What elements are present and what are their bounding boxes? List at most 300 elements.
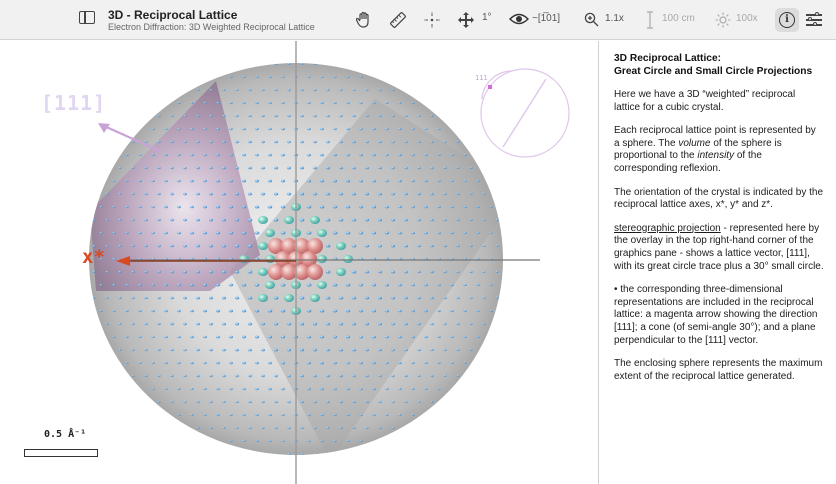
lattice-point (346, 336, 350, 339)
sliders-icon[interactable] (806, 12, 822, 26)
lattice-point (339, 297, 343, 300)
lattice-point (372, 154, 376, 156)
lattice-point (378, 349, 382, 351)
paragraph-3d-representations: • the corresponding three-dimensional representations are included in the reciprocal lattice: a magenta arrow showing the direction [111]; a cone (of semi-angle 30°); and a plane perpendicular to the [111] vector. (614, 284, 818, 346)
lattice-point (216, 336, 220, 339)
lattice-point (196, 115, 199, 117)
lattice-point (424, 180, 427, 182)
x-axis-label: x* (82, 246, 105, 268)
lattice-point (339, 323, 343, 326)
lattice-point (372, 284, 376, 287)
lattice-point (346, 284, 351, 287)
lattice-point (242, 206, 246, 209)
lattice-point (235, 271, 239, 274)
lattice-point (456, 349, 459, 351)
lattice-point (411, 362, 414, 364)
move-icon[interactable] (457, 11, 475, 29)
lattice-point (183, 323, 187, 325)
lattice-point (352, 167, 356, 170)
lattice-point (222, 349, 226, 352)
lattice-point (300, 323, 304, 326)
lattice-point (132, 141, 135, 143)
lattice-point (209, 219, 213, 222)
lattice-point (334, 76, 337, 78)
lattice-point (301, 63, 304, 65)
lattice-point (417, 349, 420, 351)
lattice-point (339, 115, 342, 117)
lattice-point (164, 206, 168, 208)
lattice-point (118, 219, 121, 221)
brightness[interactable]: 100x (736, 13, 758, 24)
lattice-point (385, 284, 389, 287)
lattice-point (126, 362, 129, 364)
lattice-point (372, 232, 376, 235)
lattice-point (437, 310, 440, 312)
lattice-point (190, 232, 194, 235)
lattice-point (248, 349, 252, 352)
lattice-point (320, 310, 324, 313)
lattice-point (203, 102, 206, 104)
lattice-point (463, 310, 466, 312)
lattice-point (437, 284, 441, 286)
lattice-point (112, 284, 115, 286)
lattice-point (391, 245, 395, 248)
lattice-point (216, 414, 219, 416)
lattice-point (321, 76, 324, 78)
lattice-point (255, 362, 259, 365)
camera-length[interactable]: 100 cm (662, 13, 695, 24)
lattice-point (417, 271, 421, 273)
lattice-point (314, 453, 317, 455)
lattice-point (106, 297, 109, 299)
lattice-point (190, 362, 193, 364)
lattice-point (378, 245, 382, 248)
lattice-point (398, 284, 402, 287)
lattice-point (317, 281, 327, 289)
lattice-point (258, 216, 268, 224)
lattice-point (339, 89, 342, 91)
scale-label: 0.5 Å⁻¹ (44, 429, 87, 440)
lattice-point (255, 388, 259, 390)
lattice-point (132, 375, 135, 377)
lattice-point (456, 323, 459, 325)
ruler-icon[interactable] (389, 11, 407, 29)
lattice-point (177, 310, 181, 312)
lattice-point (216, 388, 219, 390)
lattice-point (258, 268, 268, 276)
lattice-point (359, 206, 363, 209)
lattice-point (301, 453, 304, 455)
lattice-point (229, 336, 233, 339)
lattice-point (490, 310, 493, 312)
lattice-point (404, 167, 408, 169)
lattice-point (275, 63, 278, 65)
lattice-point (326, 349, 330, 352)
lattice-point (300, 297, 305, 300)
lattice-point (119, 167, 122, 169)
lattice-point (256, 76, 259, 78)
lattice-point (261, 375, 265, 377)
lattice-point (151, 310, 154, 312)
lattice-point (424, 284, 428, 286)
lattice-point (248, 401, 251, 403)
lattice-point (125, 206, 128, 208)
lattice-point (144, 323, 147, 325)
lattice-point (333, 414, 336, 416)
lattice-point (378, 193, 382, 196)
paragraph-points: Each reciprocal lattice point is represented by a sphere. The volume of the sphere is proportional to the intensity of the corresponding reflexion. (614, 125, 816, 174)
zoom-level[interactable]: 1.1x (605, 13, 624, 24)
lattice-point (378, 375, 381, 377)
lattice-point (437, 180, 440, 182)
lattice-point (339, 141, 343, 143)
lattice-point (258, 294, 268, 302)
lattice-point (274, 427, 277, 429)
lattice-point (336, 242, 346, 250)
info-button[interactable] (775, 8, 799, 32)
lattice-point (307, 102, 310, 104)
length-icon[interactable] (645, 11, 655, 29)
lattice-point (347, 76, 350, 78)
lattice-point (164, 180, 167, 182)
lattice-point (235, 219, 239, 222)
lattice-point (443, 167, 446, 169)
lattice-point (216, 232, 220, 235)
lattice-point (360, 76, 363, 78)
lattice-point (313, 427, 316, 429)
lattice-point (385, 336, 389, 338)
lattice-point (261, 115, 264, 117)
lattice-point (404, 297, 408, 300)
lattice-point (496, 271, 499, 273)
lattice-point (125, 310, 128, 312)
lattice-point (307, 206, 312, 209)
lattice-point (352, 141, 356, 143)
lattice-point (170, 167, 173, 169)
lattice-point (164, 154, 167, 156)
lattice-point (197, 89, 200, 91)
lattice-point (177, 388, 180, 390)
lattice-point (398, 310, 402, 313)
lattice-point (333, 154, 337, 157)
lattice-point (248, 271, 253, 274)
lattice-point (281, 154, 285, 157)
lattice-point (352, 193, 356, 196)
lattice-point (437, 154, 440, 156)
lattice-point (183, 115, 186, 117)
pane-divider[interactable] (598, 41, 599, 484)
lattice-point (300, 141, 304, 143)
paragraph-intro: Here we have a 3D “weighted” reciprocal lattice for a cubic crystal. (614, 89, 796, 113)
lattice-point (288, 63, 291, 65)
lattice-point (242, 102, 245, 104)
lattice-point (398, 388, 401, 390)
lattice-point (138, 232, 141, 234)
lattice-point (170, 141, 173, 143)
lattice-point (235, 167, 239, 170)
lattice-point (248, 427, 251, 429)
lattice-point (281, 128, 285, 130)
lattice-point (464, 154, 467, 156)
lattice-point (113, 180, 116, 182)
lattice-point (106, 323, 109, 325)
lattice-point (269, 440, 272, 442)
lattice-point (131, 323, 134, 325)
sun-icon[interactable] (715, 12, 731, 28)
lattice-point (235, 115, 238, 117)
lattice-point (404, 349, 408, 351)
lattice-point (196, 349, 200, 351)
lattice-point (261, 427, 264, 429)
lattice-point (248, 193, 252, 196)
lattice-point (170, 297, 174, 299)
lattice-point (190, 206, 194, 209)
lattice-point (483, 297, 486, 299)
lattice-point (248, 375, 252, 377)
lattice-point (372, 336, 376, 339)
lattice-point (281, 414, 284, 416)
lattice-point (300, 167, 304, 170)
lattice-point (248, 323, 252, 326)
lattice-point (203, 362, 207, 364)
lattice-point (352, 427, 355, 429)
crosshair-icon[interactable] (424, 12, 440, 28)
scale-bar (24, 449, 98, 457)
lattice-point (343, 255, 353, 263)
lattice-point (191, 414, 194, 416)
lattice-point (300, 193, 304, 196)
lattice-point (139, 154, 142, 156)
lattice-point (398, 128, 401, 130)
lattice-point (326, 141, 330, 143)
lattice-point (404, 245, 408, 248)
lattice-point (261, 167, 265, 170)
lattice-point (281, 231, 286, 234)
lattice-point (320, 206, 324, 209)
lattice-point (255, 206, 259, 209)
lattice-point (333, 362, 337, 365)
lattice-point (151, 284, 155, 286)
lattice-point (346, 206, 350, 209)
lattice-point (281, 206, 286, 209)
lattice-point (183, 271, 187, 274)
lattice-point (105, 245, 108, 247)
lattice-point (177, 336, 181, 338)
lattice-point (352, 323, 356, 326)
lattice-point (326, 427, 329, 429)
lattice-point (178, 414, 181, 416)
lattice-point (268, 310, 272, 313)
lattice-point (151, 154, 154, 156)
lattice-point (139, 362, 142, 364)
lattice-point (216, 310, 220, 313)
lattice-point (222, 193, 226, 196)
lattice-point (457, 375, 460, 377)
lattice-point (450, 284, 453, 286)
lattice-point (138, 206, 141, 208)
lattice-point (424, 154, 427, 156)
lattice-point (365, 245, 369, 248)
lattice-point (170, 375, 173, 377)
lattice-point (256, 440, 259, 442)
lattice-point (346, 310, 350, 313)
lattice-point (365, 167, 369, 170)
lattice-point (352, 401, 355, 403)
lattice-point (346, 128, 349, 130)
lattice-point (268, 154, 272, 157)
sidebar-icon[interactable] (79, 11, 95, 24)
lattice-point (365, 141, 369, 143)
hand-icon[interactable] (356, 11, 372, 29)
lattice-point (164, 362, 167, 364)
lattice-point (476, 284, 479, 286)
lattice-point (490, 232, 493, 234)
lattice-point (106, 219, 109, 221)
window-subtitle: Electron Diffraction: 3D Weighted Reciprocal Lattice (108, 22, 315, 32)
lattice-point (119, 349, 122, 351)
lattice-point (287, 115, 290, 117)
lattice-point (235, 89, 238, 91)
lattice-point (359, 180, 363, 183)
lattice-point (255, 414, 258, 416)
lattice-point (412, 414, 415, 416)
lattice-point (307, 310, 312, 313)
lattice-point (144, 349, 147, 351)
lattice-point (93, 219, 96, 221)
lattice-point (320, 180, 324, 183)
lattice-point (229, 232, 233, 235)
lattice-point (281, 388, 285, 390)
lattice-point (424, 336, 427, 338)
lattice-point (248, 141, 252, 143)
lattice-point (248, 297, 252, 300)
lattice-point (203, 388, 206, 390)
lattice-point (209, 141, 212, 143)
lattice-point (125, 336, 128, 338)
lattice-point (417, 167, 420, 169)
lattice-point (411, 232, 415, 235)
lattice-point (417, 297, 421, 299)
lattice-point (333, 310, 337, 313)
lattice-point (248, 89, 251, 91)
lattice-point (365, 193, 369, 196)
lattice-point (320, 336, 324, 339)
lattice-point (222, 271, 226, 274)
eye-icon[interactable] (509, 13, 529, 25)
lattice-point (177, 362, 180, 364)
lattice-point (307, 362, 311, 365)
lattice-point (333, 180, 337, 183)
lattice-point (145, 375, 148, 377)
lattice-point (326, 245, 331, 248)
lattice-point (242, 154, 246, 156)
lattice-point (203, 206, 207, 209)
lattice-point (372, 362, 376, 364)
lattice-point (346, 180, 350, 183)
lattice-point (93, 271, 96, 273)
lattice-point (469, 245, 472, 247)
lattice-point (391, 375, 394, 377)
lattice-point (424, 362, 427, 364)
lattice-point (229, 206, 233, 209)
lattice-point (131, 349, 134, 351)
lattice-point (450, 336, 453, 338)
lattice-point (326, 297, 331, 300)
lattice-point (287, 375, 291, 377)
stereographic-link[interactable]: stereographic projection (614, 222, 721, 234)
lattice-point (352, 89, 355, 91)
lattice-point (430, 271, 434, 273)
lattice-point (333, 128, 337, 130)
lattice-point (391, 401, 394, 403)
lattice-point (333, 388, 337, 390)
lattice-point (229, 284, 233, 287)
lattice-point (463, 284, 466, 286)
lattice-point (222, 167, 226, 170)
lattice-point (352, 271, 357, 274)
lattice-point (222, 375, 226, 377)
lattice-point (274, 141, 278, 143)
lattice-point (287, 193, 291, 196)
lattice-point (339, 349, 343, 352)
lattice-point (222, 245, 226, 248)
lattice-point (457, 141, 460, 143)
rotation-step[interactable]: 1° (482, 12, 492, 23)
lattice-point (404, 115, 407, 117)
lattice-point (100, 232, 103, 234)
lattice-point (391, 167, 395, 169)
graphics-pane[interactable] (0, 41, 598, 484)
lattice-point (196, 271, 200, 274)
view-direction[interactable]: ~[1̅01] (532, 13, 561, 24)
lattice-point (378, 219, 382, 222)
lattice-point (378, 167, 382, 169)
lattice-point (372, 128, 375, 130)
lattice-point (126, 154, 129, 156)
lattice-point (378, 115, 381, 117)
lattice-point (265, 229, 275, 237)
lattice-point (443, 271, 446, 273)
lattice-point (430, 219, 434, 221)
lattice-point (144, 245, 147, 247)
lattice-point (339, 401, 342, 403)
stereogram (481, 69, 569, 157)
lattice-point (157, 271, 161, 273)
lattice-point (313, 401, 316, 403)
lattice-point (404, 271, 408, 274)
magnifier-icon[interactable] (584, 12, 599, 27)
lattice-point (190, 336, 194, 338)
lattice-point (190, 180, 194, 182)
lattice-point (282, 440, 285, 442)
lattice-point (255, 154, 259, 157)
lattice-point (391, 219, 395, 222)
lattice-point (444, 375, 447, 377)
lattice-point (333, 336, 337, 339)
lattice-point (268, 102, 271, 104)
lattice-point (385, 102, 388, 104)
lattice-point (287, 427, 290, 429)
panel-heading-line1: 3D Reciprocal Lattice: (614, 53, 722, 64)
lattice-point (300, 401, 303, 403)
lattice-point (438, 388, 441, 390)
lattice-point (352, 297, 356, 300)
lattice-point (443, 193, 446, 195)
lattice-point (222, 401, 225, 403)
lattice-point (235, 401, 238, 403)
lattice-point (164, 232, 168, 234)
lattice-point (385, 180, 389, 182)
